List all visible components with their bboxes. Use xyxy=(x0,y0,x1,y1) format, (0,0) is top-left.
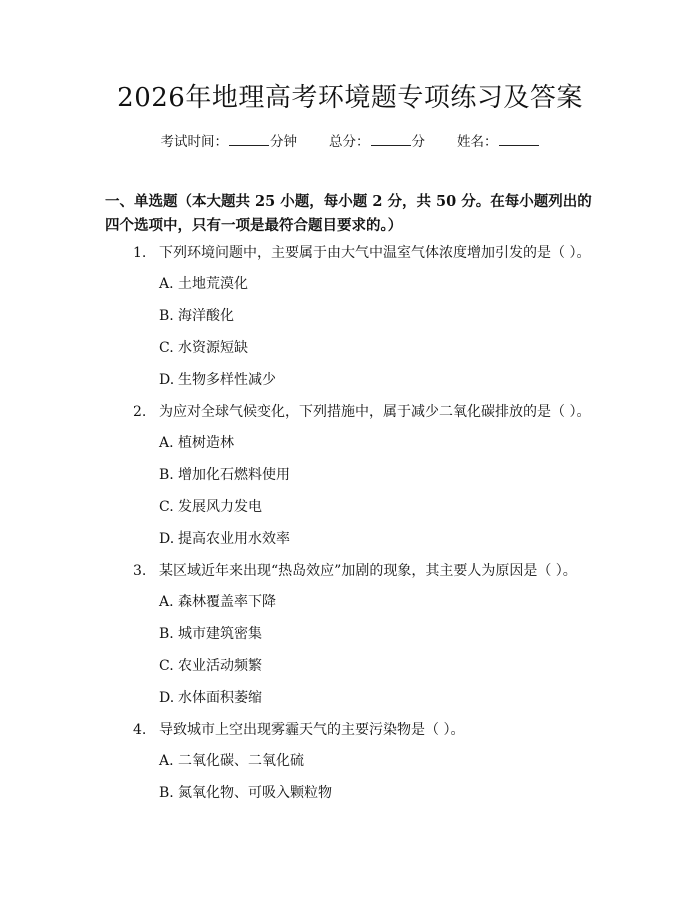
question-stem xyxy=(133,561,603,581)
option-letter: A. xyxy=(159,435,174,451)
option-letter: D. xyxy=(159,531,175,547)
question-option xyxy=(159,338,579,358)
page-title: 2026年地理高考环境题专项练习及答案 xyxy=(117,83,583,113)
option-text: 生物多样性减少 xyxy=(178,372,276,388)
option-letter: A. xyxy=(159,276,174,292)
option-text: 森林覆盖率下降 xyxy=(178,594,276,610)
question-option xyxy=(159,783,579,803)
exam-time-unit: 分钟 xyxy=(270,134,297,150)
option-text: 海洋酸化 xyxy=(178,308,234,324)
question-stem xyxy=(133,402,603,422)
option-letter: D. xyxy=(159,372,175,388)
option-letter: B. xyxy=(159,785,174,801)
option-text: 土地荒漠化 xyxy=(178,276,248,292)
name-blank xyxy=(499,131,539,146)
total-score-field xyxy=(329,131,425,152)
total-score-unit: 分 xyxy=(411,134,425,150)
option-text: 城市建筑密集 xyxy=(178,626,262,642)
option-letter: C. xyxy=(159,340,174,356)
option-letter: A. xyxy=(159,753,174,769)
option-letter: C. xyxy=(159,658,174,674)
question-option xyxy=(159,306,579,326)
question-number: 2. xyxy=(133,404,147,420)
option-letter: D. xyxy=(159,690,175,706)
question-text: 某区域近年来出现“热岛效应”加剧的现象，其主要人为原因是（ ）。 xyxy=(159,563,577,579)
exam-time-field xyxy=(161,131,298,152)
question-option xyxy=(159,529,579,549)
question-option xyxy=(159,465,579,485)
question-option xyxy=(159,656,579,676)
total-score-label: 总分： xyxy=(329,134,370,150)
question-option xyxy=(159,624,579,644)
exam-time-label: 考试时间： xyxy=(160,134,228,150)
question-option xyxy=(159,433,579,453)
question-option xyxy=(159,592,579,612)
question-stem xyxy=(133,243,603,263)
option-text: 农业活动频繁 xyxy=(178,658,262,674)
question-text: 下列环境问题中，主要属于由大气中温室气体浓度增加引发的是（ ）。 xyxy=(159,245,591,261)
total-score-blank xyxy=(371,131,411,146)
question-number: 4. xyxy=(133,722,147,738)
option-text: 水体面积萎缩 xyxy=(178,690,262,706)
question-number: 3. xyxy=(133,563,147,579)
name-label: 姓名： xyxy=(457,134,498,150)
option-letter: A. xyxy=(159,594,174,610)
question-option xyxy=(159,274,579,294)
option-letter: B. xyxy=(159,626,174,642)
question-stem xyxy=(133,720,603,740)
section-heading: 一、单选题（本大题共 25 小题，每小题 2 分，共 50 分。在每小题列出的四个选项中，只有一项是最符合题目要求的。） xyxy=(105,193,592,234)
option-text: 水资源短缺 xyxy=(178,340,248,356)
question-option xyxy=(159,370,579,390)
option-letter: B. xyxy=(159,467,174,483)
question-option xyxy=(159,751,579,771)
question-text: 导致城市上空出现雾霾天气的主要污染物是（ ）。 xyxy=(159,722,465,738)
question-text: 为应对全球气候变化，下列措施中，属于减少二氧化碳排放的是（ ）。 xyxy=(159,404,591,420)
option-text: 植树造林 xyxy=(178,435,234,451)
option-text: 提高农业用水效率 xyxy=(178,531,290,547)
option-letter: C. xyxy=(159,499,174,515)
option-letter: B. xyxy=(159,308,174,324)
question-number: 1. xyxy=(133,245,147,261)
question-option xyxy=(159,688,579,708)
question-option xyxy=(159,497,579,517)
name-field xyxy=(457,131,540,152)
option-text: 增加化石燃料使用 xyxy=(178,467,290,483)
exam-info-line xyxy=(0,131,700,152)
option-text: 二氧化碳、二氧化硫 xyxy=(178,753,304,769)
exam-time-blank xyxy=(229,131,269,146)
option-text: 氮氧化物、可吸入颗粒物 xyxy=(178,785,332,801)
option-text: 发展风力发电 xyxy=(178,499,262,515)
